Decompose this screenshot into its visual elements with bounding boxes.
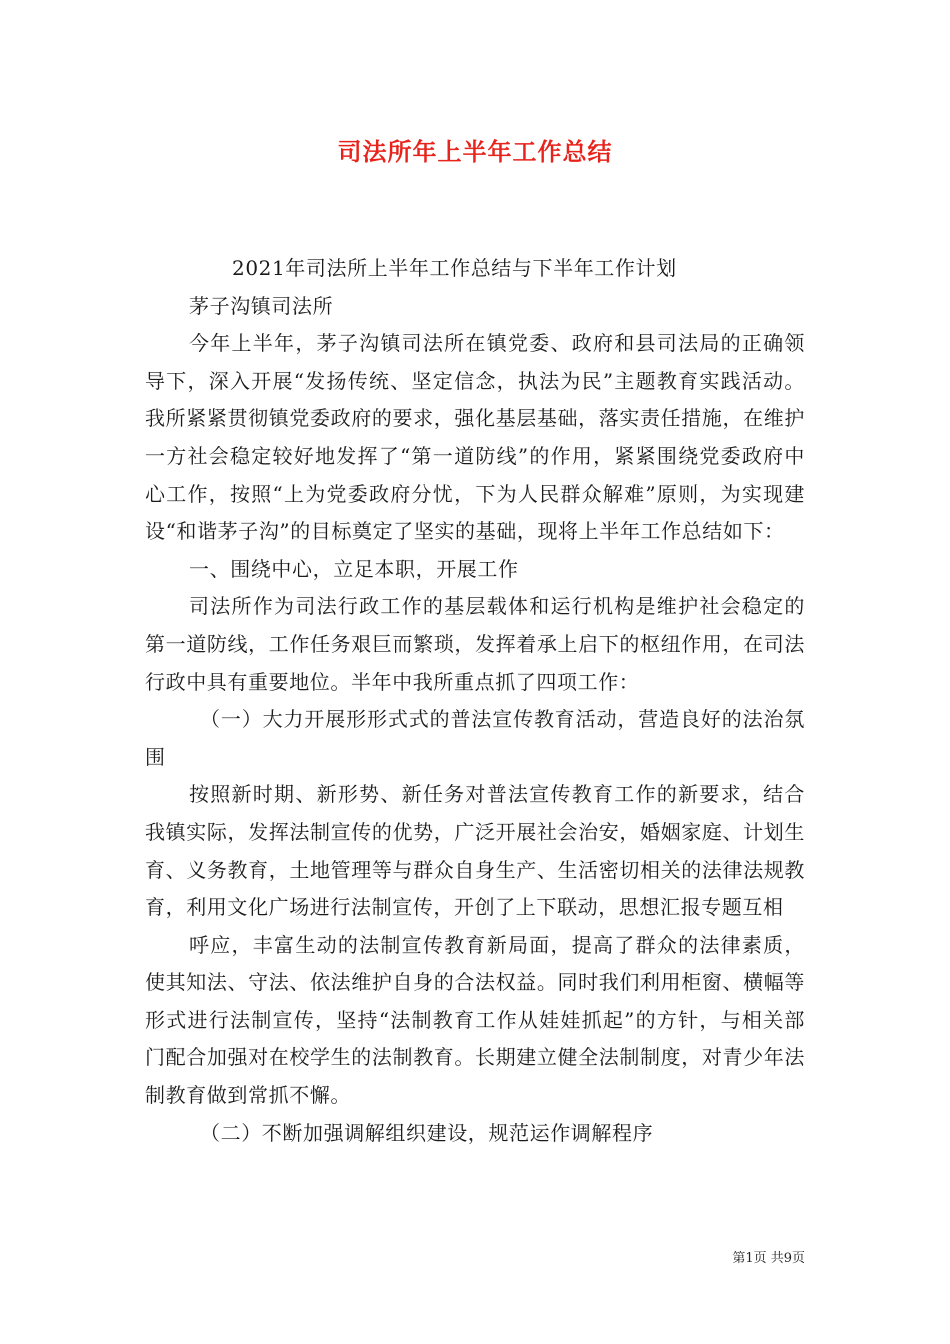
document-title: 司法所年上半年工作总结 xyxy=(337,138,613,166)
subsection-heading: （二）不断加强调解组织建设，规范运作调解程序 xyxy=(200,1120,654,1145)
paragraph: 按照新时期、新形势、新任务对普法宣传教育工作的新要求，结合我镇实际，发挥法制宣传的优势，广泛开展社会治安，婚姻家庭、计划生育、义务教育，土地管理等与群众自身生产、生活密切相关的法律法规教育，利用文化广场进行法制宣传，开创了上下联动，思想汇报专题互相 xyxy=(145,782,805,920)
paragraph: 司法所作为司法行政工作的基层载体和运行机构是维护社会稳定的第一道防线，工作任务艰巨而繁琐，发挥着承上启下的枢纽作用，在司法行政中具有重要地位。半年中我所重点抓了四项工作： xyxy=(145,594,805,694)
paragraph: 今年上半年，茅子沟镇司法所在镇党委、政府和县司法局的正确领导下，深入开展“发扬传统、坚定信念，执法为民”主题教育实践活动。我所紧紧贯彻镇党委政府的要求，强化基层基础，落实责任措施，在维护一方社会稳定较好地发挥了“第一道防线”的作用，紧紧围绕党委政府中心工作，按照“上为党委政府分忧，下为人民群众解难”原则，为实现建设“和谐茅子沟”的目标奠定了坚实的基础，现将上半年工作总结如下： xyxy=(145,331,805,544)
section-heading: 一、围绕中心，立足本职，开展工作 xyxy=(189,556,519,581)
paragraph: 呼应，丰富生动的法制宣传教育新局面，提高了群众的法律素质，使其知法、守法、依法维护自身的合法权益。同时我们利用柜窗、横幅等形式进行法制宣传，坚持“法制教育工作从娃娃抓起”的方针，与相关部门配合加强对在校学生的法制教育。长期建立健全法制制度，对青少年法制教育做到常抓不懈。 xyxy=(145,932,805,1108)
subsection-heading: （一）大力开展形形式式的普法宣传教育活动，营造良好的法治氛围 xyxy=(145,707,805,769)
document-body xyxy=(145,250,805,1152)
author-line: 茅子沟镇司法所 xyxy=(189,293,334,318)
document-subtitle: 2021年司法所上半年工作总结与下半年工作计划 xyxy=(232,256,677,280)
page-number: 第1页 共9页 xyxy=(732,1251,805,1266)
